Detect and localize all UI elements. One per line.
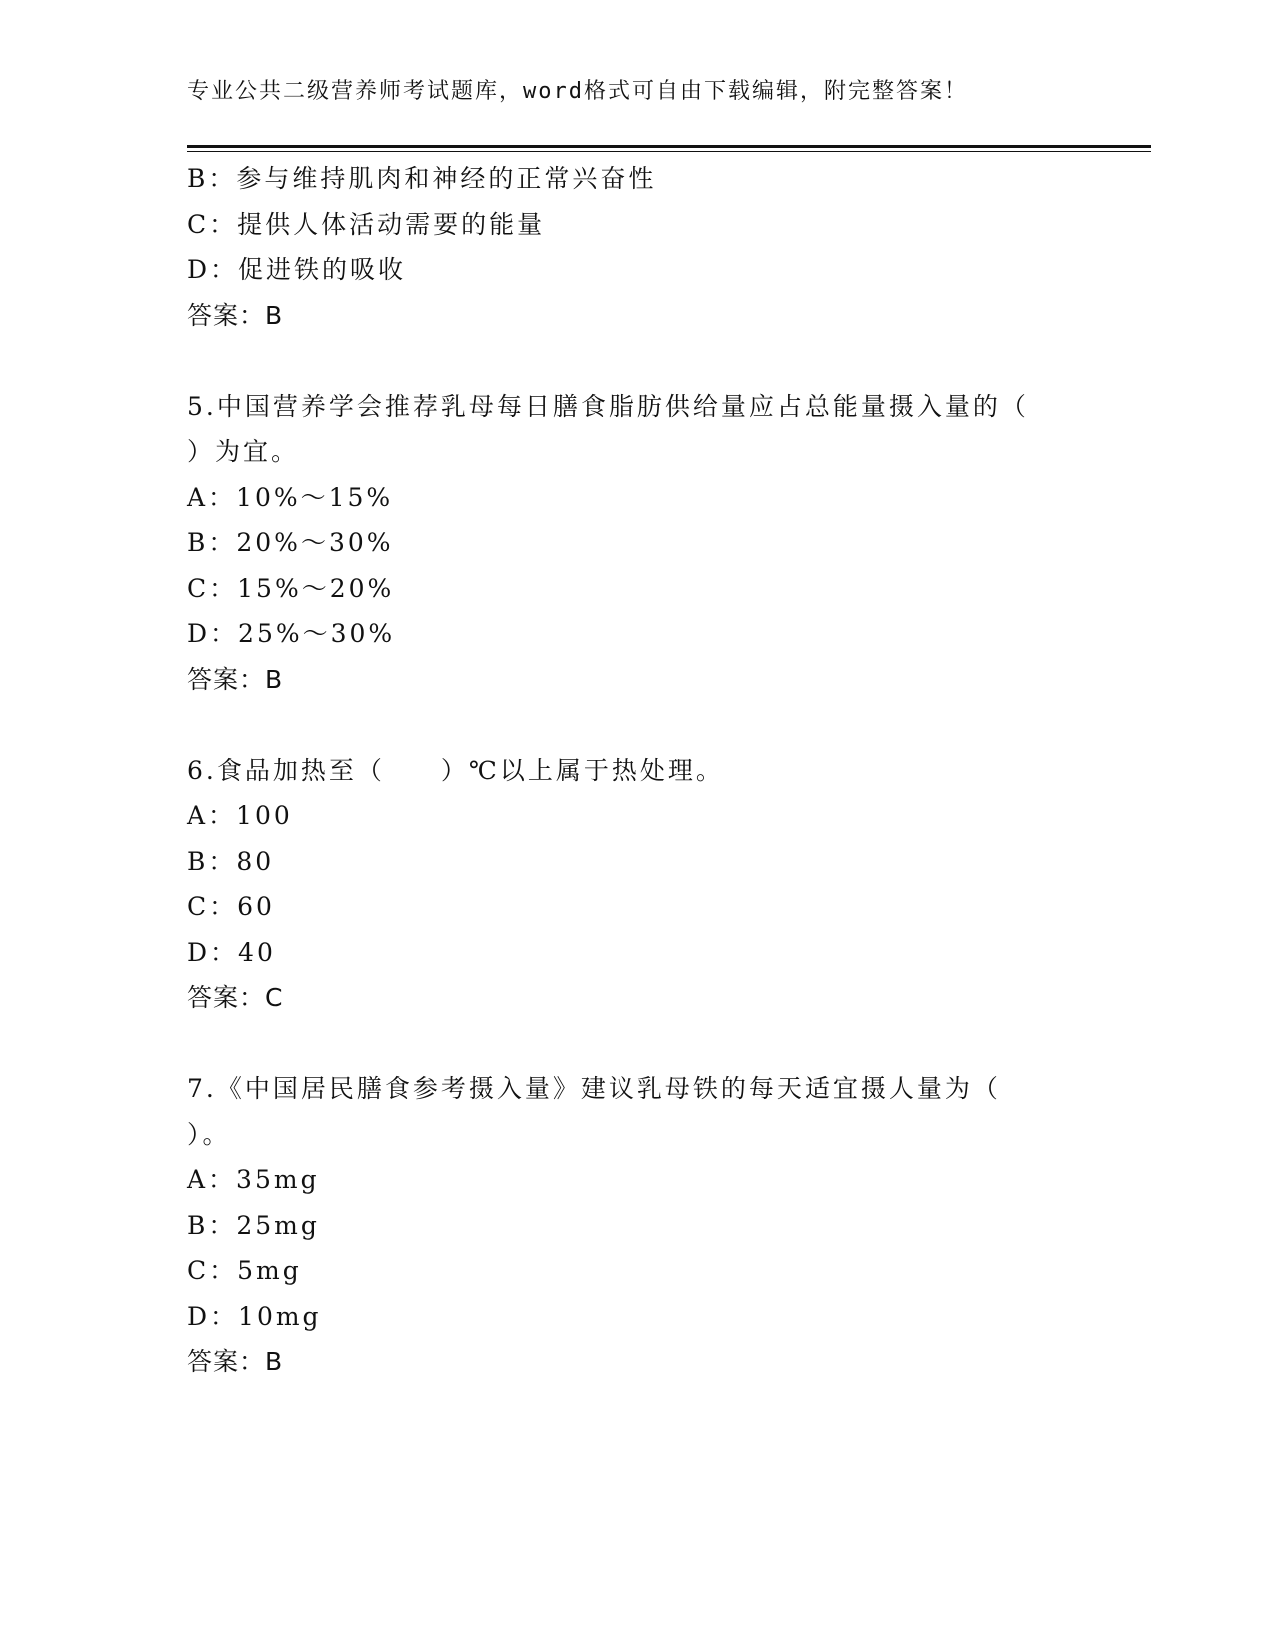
option-c: C：15%～20%: [187, 573, 395, 603]
answer-line: 答案：B: [187, 1347, 284, 1376]
question-5: [187, 384, 1087, 703]
option-d: D：40: [187, 937, 276, 967]
answer-line: 答案：B: [187, 664, 284, 694]
option-a: A：100: [187, 801, 293, 830]
option-b: B：80: [187, 846, 275, 876]
option-d: D：促进铁的吸收: [187, 255, 407, 284]
option-b: B：20%～30%: [187, 528, 394, 557]
option-c: C：60: [187, 892, 275, 921]
answer-line: 答案：B: [187, 300, 284, 330]
question-stem: 6.食品加热至（ ）℃以上属于热处理。: [187, 755, 724, 785]
spacer: [187, 338, 1087, 384]
spacer: [187, 1021, 1087, 1067]
question-stem: 7.《中国居民膳食参考摄入量》建议乳母铁的每天适宜摄人量为（: [187, 1074, 1001, 1103]
option-a: A：10%～15%: [187, 482, 394, 512]
question-6: [187, 748, 1087, 1021]
header-rule-thin: [187, 151, 1151, 152]
answer-line: 答案：C: [187, 983, 284, 1012]
option-d: D：25%～30%: [187, 619, 396, 648]
spacer: [187, 702, 1087, 748]
option-b: B：25mg: [187, 1210, 320, 1240]
option-c: C：5mg: [187, 1256, 302, 1285]
question-stem-continued: ）。: [187, 1119, 231, 1149]
question-7: [187, 1066, 1087, 1385]
question-stem-continued: ）为宜。: [187, 437, 300, 466]
option-a: A：35mg: [187, 1165, 320, 1194]
option-d: D：10mg: [187, 1301, 322, 1331]
document-body: [187, 156, 1087, 1385]
page-header: 专业公共二级营养师考试题库，word格式可自由下载编辑，附完整答案！: [187, 79, 968, 104]
question-stem: 5.中国营养学会推荐乳母每日膳食脂肪供给量应占总能量摄入量的（: [187, 391, 1029, 421]
option-c: C：提供人体活动需要的能量: [187, 209, 546, 239]
question-fragment: [187, 156, 1087, 338]
option-b: B：参与维持肌肉和神经的正常兴奋性: [187, 164, 657, 193]
header-rule-thick: [187, 145, 1151, 148]
